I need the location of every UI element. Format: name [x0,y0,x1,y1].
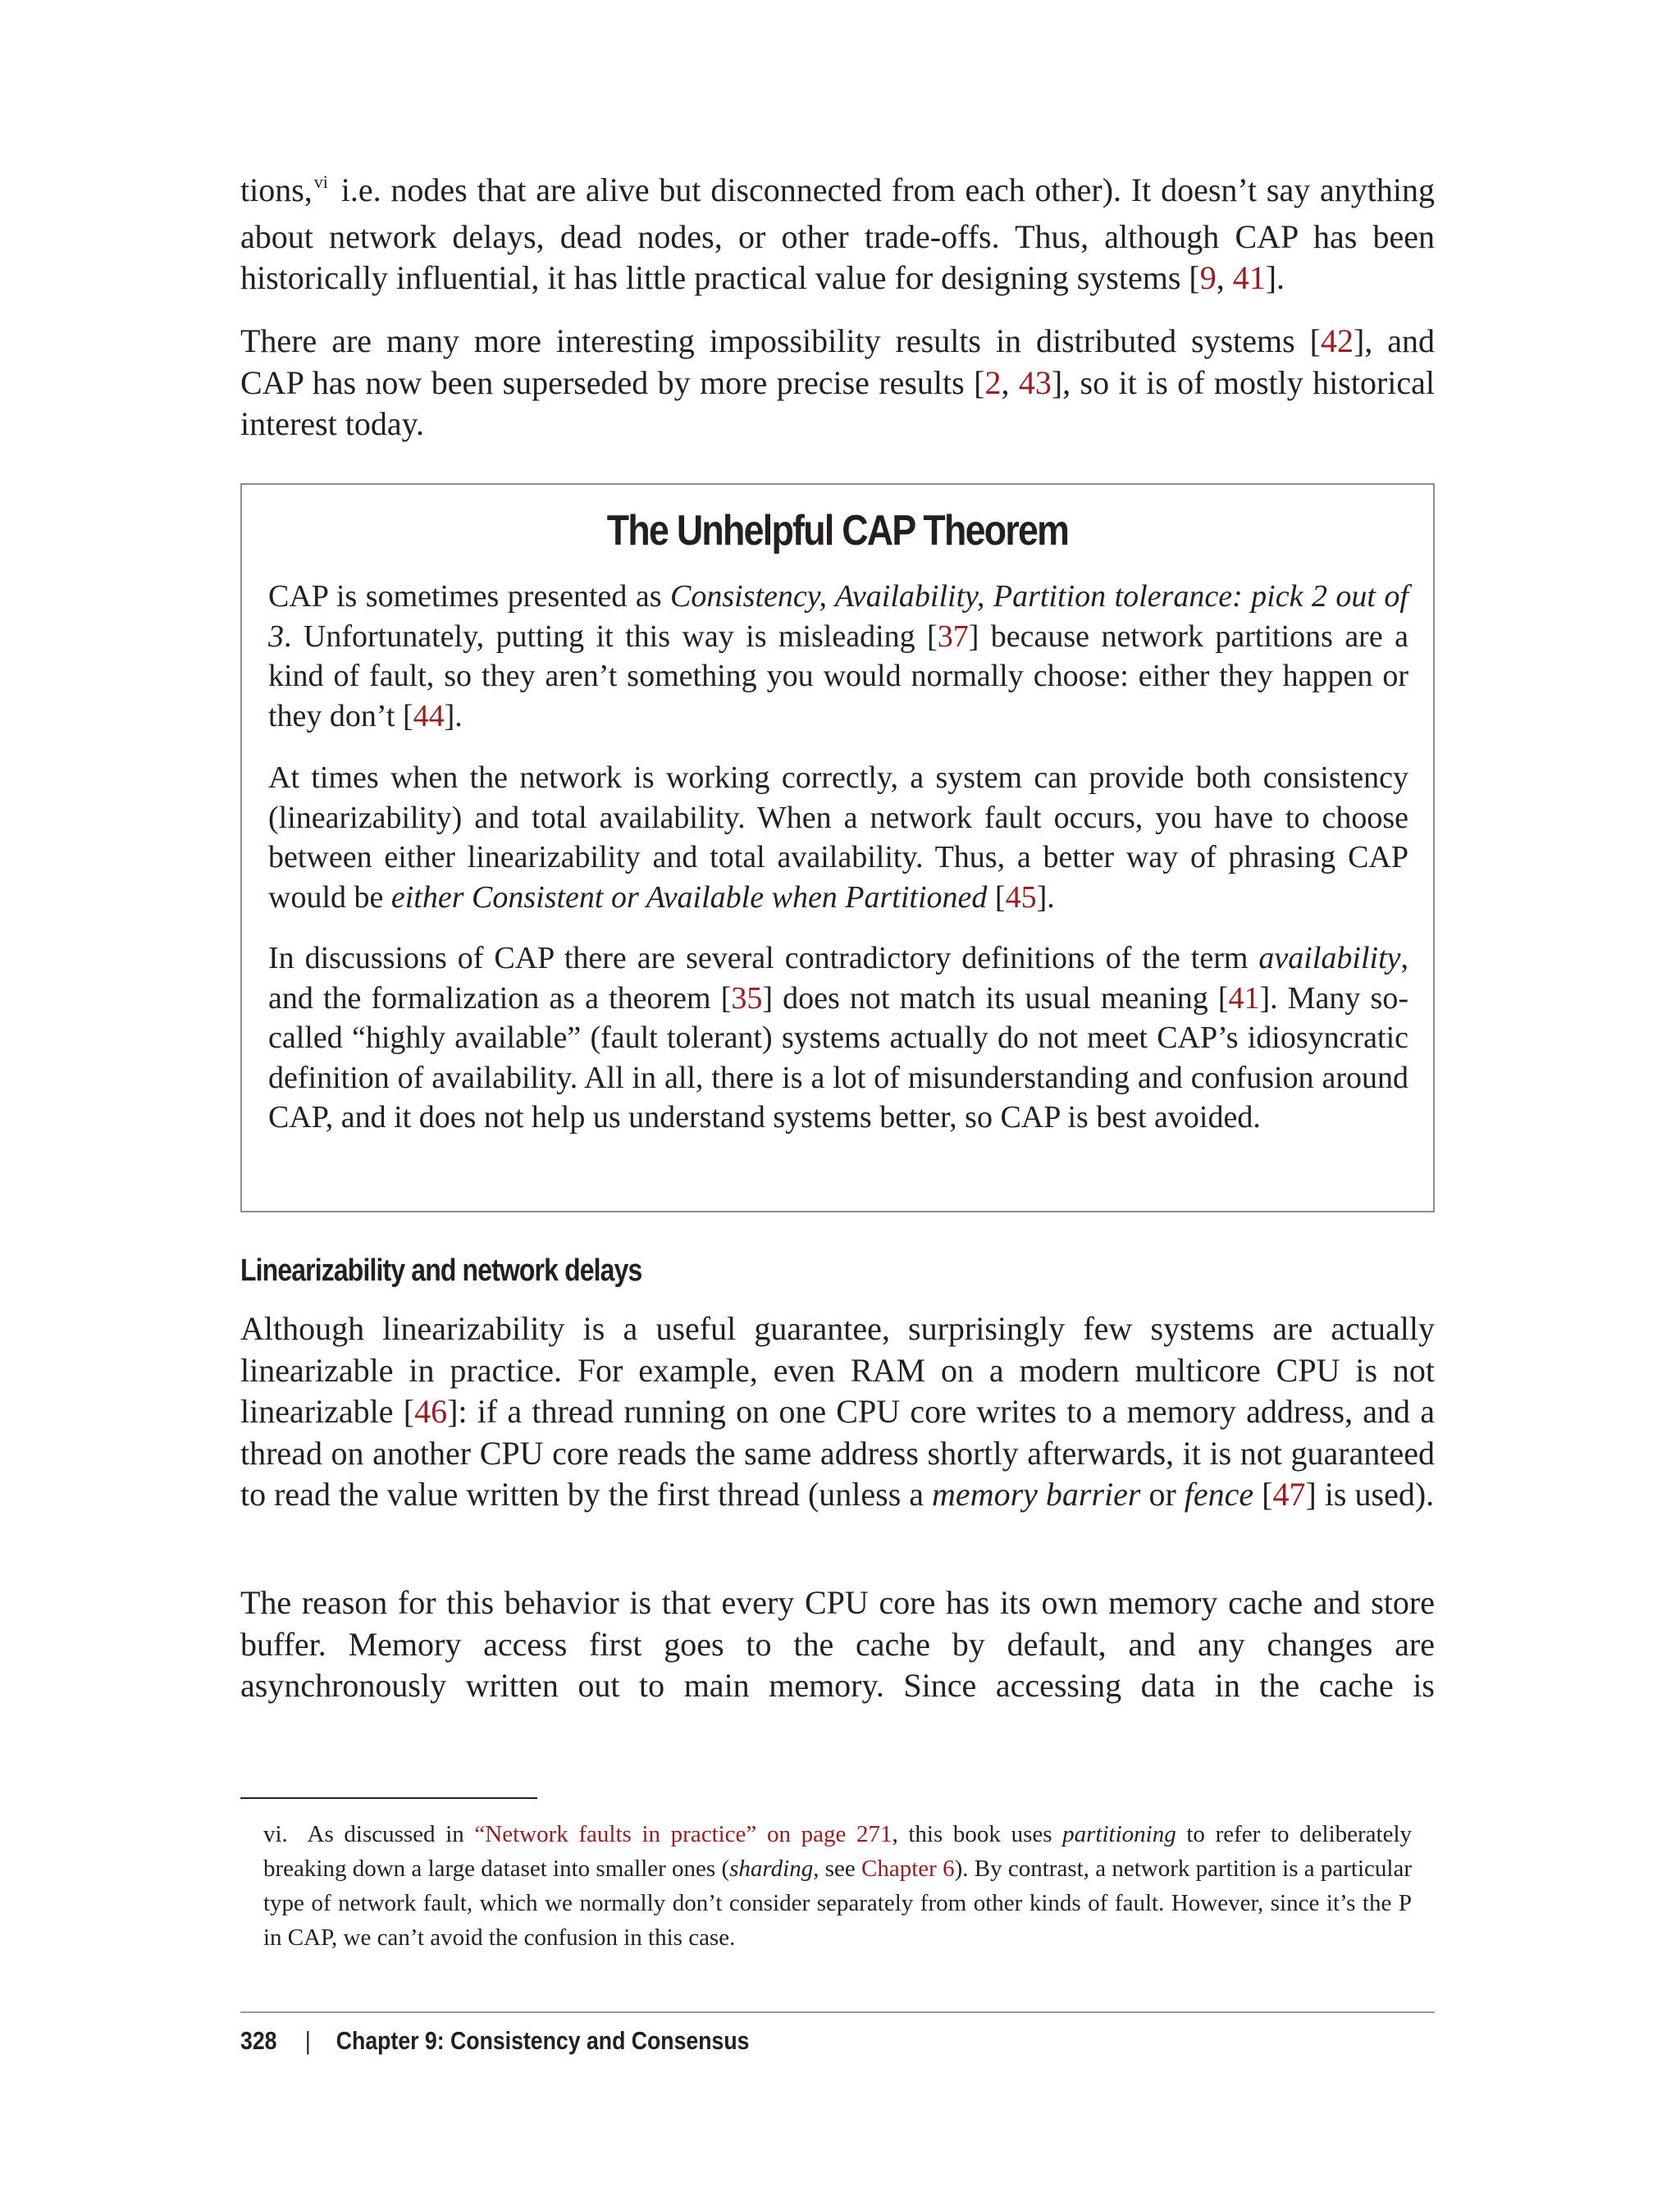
text: , see [813,1856,862,1882]
text: , [1216,259,1233,296]
text: ] because network partitions are a kind of fault, so they aren’t something you would normally choose: either they happen or they don’t [ [268,619,1408,733]
text: [ [987,879,1006,915]
text: , and the formalization as a theorem [ [268,941,1408,1016]
footnote [263,1817,1412,1955]
sidebar-paragraph-1 [268,577,1408,736]
paragraph-1 [240,170,1435,299]
paragraph-4 [240,1582,1435,1707]
sidebar-paragraph-3 [268,938,1408,1138]
citation-link[interactable]: 2 [984,363,1002,401]
text: There are many more interesting impossibility results in distributed systems [ [240,322,1321,359]
text: In discussions of CAP there are several contradictory definitions of the term [268,941,1259,975]
text: ], so it is of mostly historical interest today. [240,363,1436,442]
citation-link[interactable]: 47 [1272,1476,1306,1513]
cross-reference-link[interactable]: Chapter 6 [861,1856,955,1882]
citation-link[interactable]: 43 [1018,363,1052,401]
text: ]. [444,698,463,733]
citation-link[interactable]: 41 [1232,259,1266,296]
text: ] does not match its usual meaning [ [762,980,1229,1016]
text: Although linearizability is a useful guarantee, surprisingly few systems are actually linearizable in practice. For example, even RAM on a modern multicore CPU is not linearizable [ [240,1310,1435,1430]
citation-link[interactable]: 46 [414,1393,448,1430]
paragraph-2 [240,321,1435,445]
emphasis: fence [1184,1476,1254,1513]
text: ). By contrast, a network partition is a particular type of network fault, which we normally don’t consider separately from other kinds of fault. However, since it’s the P in CAP, we can’t avoid the confusion in this case. [263,1856,1412,1951]
text: , [1001,363,1019,401]
citation-link[interactable]: 9 [1199,259,1217,296]
text: ]. [1036,879,1055,915]
footnote-marker[interactable]: vi [313,171,328,192]
footer-separator: | [304,2026,311,2055]
text: As discussed in [307,1821,475,1847]
text: ]. Many so-called “highly available” (fault tolerant) systems actually do not meet CAP’s idiosyncratic definition of availability. All in all, there is a lot of misunderstanding and confusion around CAP, and it does not help us understand systems better, so CAP is best avoided. [268,980,1408,1134]
text: ], and CAP has now been superseded by more precise results [ [240,322,1436,401]
section-heading: Linearizability and network delays [240,1253,642,1288]
text: to refer to deliberately breaking down a large dataset into smaller ones ( [263,1821,1413,1882]
page-number: 328 [240,2026,277,2055]
paragraph-3 [240,1308,1435,1516]
text: [ [1253,1476,1273,1513]
emphasis: sharding [729,1856,814,1882]
text: i.e. nodes that are alive but disconnected from each other). It doesn’t say anything about network delays, dead nodes, or other trade-offs. Thus, although CAP has been historically influential, it has little practical value for designing systems [ [240,171,1435,296]
citation-link[interactable]: 37 [937,619,969,654]
citation-link[interactable]: 41 [1228,980,1260,1016]
cross-reference-link[interactable]: “Network faults in practice” on page 271 [474,1821,892,1847]
text: or [1140,1476,1185,1513]
footer-divider [240,2011,1435,2013]
citation-link[interactable]: 35 [731,980,763,1016]
footnote-divider [240,1797,537,1799]
text: ]: if a thread running on one CPU core writes to a memory address, and a thread on another CPU core reads the same address shortly afterwards, it is not guaranteed to read the value written by the first thread (unless a [240,1393,1435,1513]
text: , this book uses [892,1821,1063,1847]
text: . Unfortunately, putting it this way is misleading [ [284,619,938,654]
sidebar-box [240,483,1435,1212]
emphasis: partitioning [1062,1821,1176,1847]
text: At times when the network is working correctly, a system can provide both consistency (linearizability) and total availability. When a network fault occurs, you have to choose between either linearizability and total availability. Thus, a better way of phrasing CAP would be [268,760,1408,915]
text: ]. [1265,259,1285,296]
text: The reason for this behavior is that every CPU core has its own memory cache and store buffer. Memory access first goes to the cache by default, and any changes are asynchronously written out to main memory. Since accessing data in the cache is [240,1584,1435,1704]
sidebar-paragraph-2 [268,758,1408,917]
page-footer [240,2025,749,2057]
emphasis: availability [1258,941,1401,975]
citation-link[interactable]: 44 [413,698,445,733]
emphasis: Consistency, Availability, Partition tolerance: pick 2 out of 3 [268,579,1408,654]
citation-link[interactable]: 45 [1005,879,1037,915]
text: ] is used). [1305,1476,1435,1513]
emphasis: memory barrier [932,1476,1141,1513]
emphasis: either Consistent or Available when Partitioned [390,879,988,915]
text: tions, [240,171,313,208]
footnote-number: vi. [263,1821,288,1847]
sidebar-title: The Unhelpful CAP Theorem [606,507,1069,555]
citation-link[interactable]: 42 [1320,322,1354,359]
text: CAP is sometimes presented as [268,579,670,614]
chapter-title: Chapter 9: Consistency and Consensus [336,2026,750,2055]
